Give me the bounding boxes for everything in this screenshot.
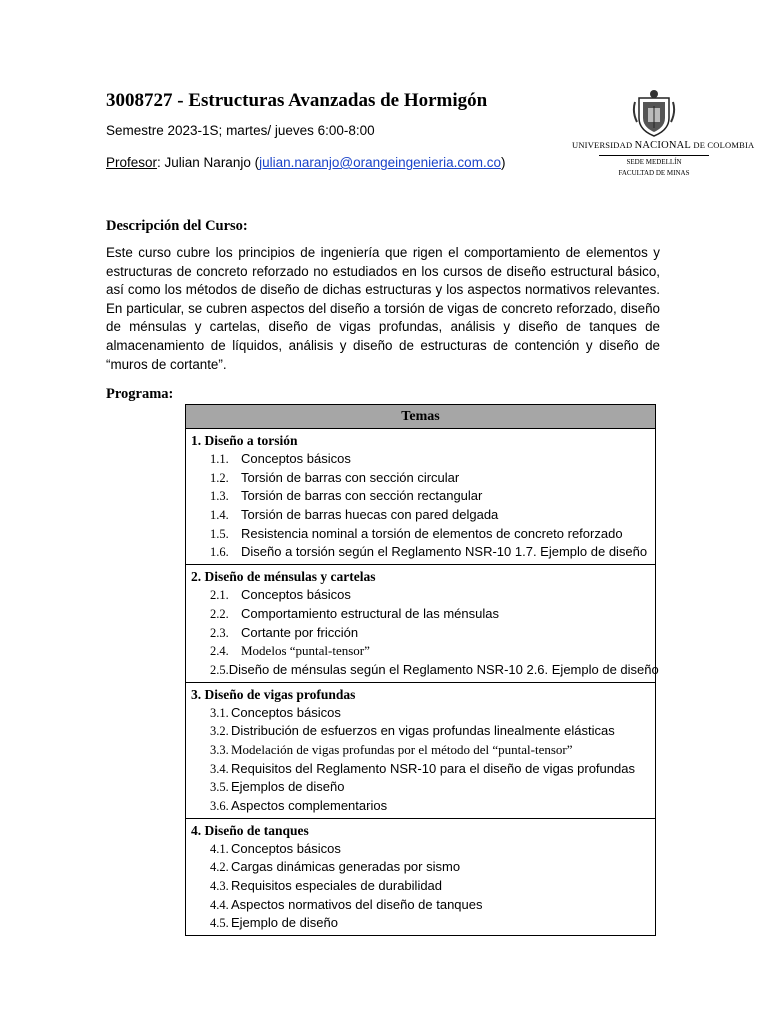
table-header: Temas [186, 405, 655, 429]
item-text: Torsión de barras con sección rectangular [241, 488, 483, 504]
logo-university: UNIVERSIDAD [572, 140, 633, 150]
item-text: Torsión de barras con sección circular [241, 469, 460, 485]
logo-nacional: NACIONAL [634, 140, 692, 151]
program-section [186, 819, 655, 935]
list-item [191, 858, 655, 877]
item-number: 3.1. [210, 705, 229, 720]
semester-schedule: Semestre 2023-1S; martes/ jueves 6:00-8:00 [106, 123, 375, 138]
description-heading: Descripción del Curso: [106, 218, 248, 234]
item-number: 1.1. [210, 452, 229, 466]
item-text: Diseño de ménsulas según el Reglamento NSR-10 2.6. Ejemplo de diseño [228, 661, 659, 677]
item-number: 4.2. [210, 860, 229, 875]
item-number: 1.6. [210, 545, 229, 560]
item-text: Requisitos del Reglamento NSR-10 para el diseño de vigas profundas [231, 760, 635, 776]
list-item [191, 778, 655, 797]
list-item [191, 450, 655, 469]
course-title: 3008727 - Estructuras Avanzadas de Hormigón [106, 90, 488, 111]
item-number: 3.5. [210, 780, 229, 795]
item-text: Conceptos básicos [231, 840, 341, 856]
item-number: 1.4. [210, 508, 229, 523]
item-text: Ejemplo de diseño [231, 915, 338, 931]
item-number: 4.4. [210, 897, 229, 912]
list-item [191, 741, 655, 760]
logo-sede: SEDE MEDELLÍN [599, 155, 709, 166]
item-number: 1.2. [210, 470, 229, 485]
list-item [191, 586, 655, 605]
item-number: 3.2. [210, 724, 229, 739]
item-text: Torsión de barras huecas con pared delgada [241, 507, 499, 523]
list-item [191, 914, 655, 933]
item-text: Comportamiento estructural de las ménsulas [241, 605, 499, 621]
item-text: Cargas dinámicas generadas por sismo [231, 859, 461, 875]
coat-of-arms-icon [631, 88, 677, 138]
professor-name: : Julian Naranjo ( [157, 155, 260, 170]
list-item [191, 624, 655, 643]
list-item [191, 840, 655, 859]
list-item [191, 722, 655, 741]
list-item [191, 896, 655, 915]
item-text: Distribución de esfuerzos en vigas profundas linealmente elásticas [231, 723, 615, 739]
table-body [186, 429, 659, 935]
item-text: Aspectos normativos del diseño de tanques [231, 896, 483, 912]
section-title: 1. Diseño a torsión [191, 433, 298, 448]
list-item [191, 543, 655, 562]
item-text: Conceptos básicos [241, 451, 351, 466]
program-table [185, 404, 659, 936]
item-text: Modelos “puntal-tensor” [241, 643, 370, 659]
logo-facultad: FACULTAD DE MINAS [618, 169, 690, 177]
list-item [191, 760, 655, 779]
professor-close: ) [500, 155, 506, 170]
logo-de-colombia: DE COLOMBIA [693, 140, 755, 150]
item-number: 4.3. [210, 879, 229, 894]
list-item [191, 506, 655, 525]
list-item [191, 525, 655, 544]
list-item [191, 642, 655, 661]
section-title: 3. Diseño de vigas profundas [191, 686, 356, 702]
list-item [191, 797, 655, 816]
section-title: 4. Diseño de tanques [191, 822, 309, 838]
item-number: 1.5. [210, 526, 229, 541]
program-heading: Programa: [106, 386, 174, 402]
university-logo [572, 88, 755, 180]
item-text: Ejemplos de diseño [231, 779, 345, 795]
program-section [186, 683, 655, 819]
item-number: 3.4. [210, 761, 229, 776]
item-text: Conceptos básicos [231, 704, 341, 720]
professor-label: Profesor [106, 155, 158, 170]
item-number: 2.2. [210, 606, 229, 621]
item-text: Conceptos básicos [241, 587, 351, 603]
list-item [191, 487, 655, 506]
item-text: Resistencia nominal a torsión de elementos de concreto reforzado [241, 525, 623, 541]
item-number: 2.1. [210, 588, 229, 603]
item-text: Modelación de vigas profundas por el método del “puntal-tensor” [231, 741, 573, 757]
program-section [186, 565, 659, 682]
list-item [191, 704, 655, 723]
item-number: 2.3. [210, 625, 229, 640]
item-number: 2.5. [210, 662, 229, 677]
item-number: 3.6. [210, 799, 229, 813]
item-number: 4.5. [210, 916, 229, 931]
section-title: 2. Diseño de ménsulas y cartelas [191, 569, 376, 585]
item-text: Aspectos complementarios [231, 798, 388, 813]
item-text: Requisitos especiales de durabilidad [231, 878, 443, 894]
professor-line [106, 155, 505, 170]
item-number: 3.3. [210, 742, 229, 757]
item-number: 4.1. [210, 841, 229, 856]
list-item [191, 877, 655, 896]
item-text: Diseño a torsión según el Reglamento NSR-10 1.7. Ejemplo de diseño [241, 544, 648, 560]
item-number: 2.4. [210, 644, 229, 659]
list-item [191, 469, 655, 488]
description-body: Este curso cubre los principios de ingeniería que rigen el comportamiento de elementos y estructuras de concreto reforzado no estudiados en los cursos de diseño estructural básico, así como los métodos de diseño de dichas estructuras y los aspectos normativos relevantes. En particular, se cubren aspectos del diseño a torsión de vigas de concreto reforzado, diseño de ménsulas y cartelas, diseño de vigas profundas, análisis y diseño de tanques de almacenamiento de líquidos, análisis y diseño de estructuras de contención y diseño de “muros de cortante”. [106, 245, 660, 372]
item-number: 1.3. [210, 489, 229, 504]
program-section [186, 429, 655, 565]
item-text: Cortante por fricción [241, 624, 359, 640]
list-item [191, 605, 655, 624]
professor-email-link[interactable]: julian.naranjo@orangeingenieria.com.co [259, 155, 501, 170]
list-item [191, 661, 659, 680]
